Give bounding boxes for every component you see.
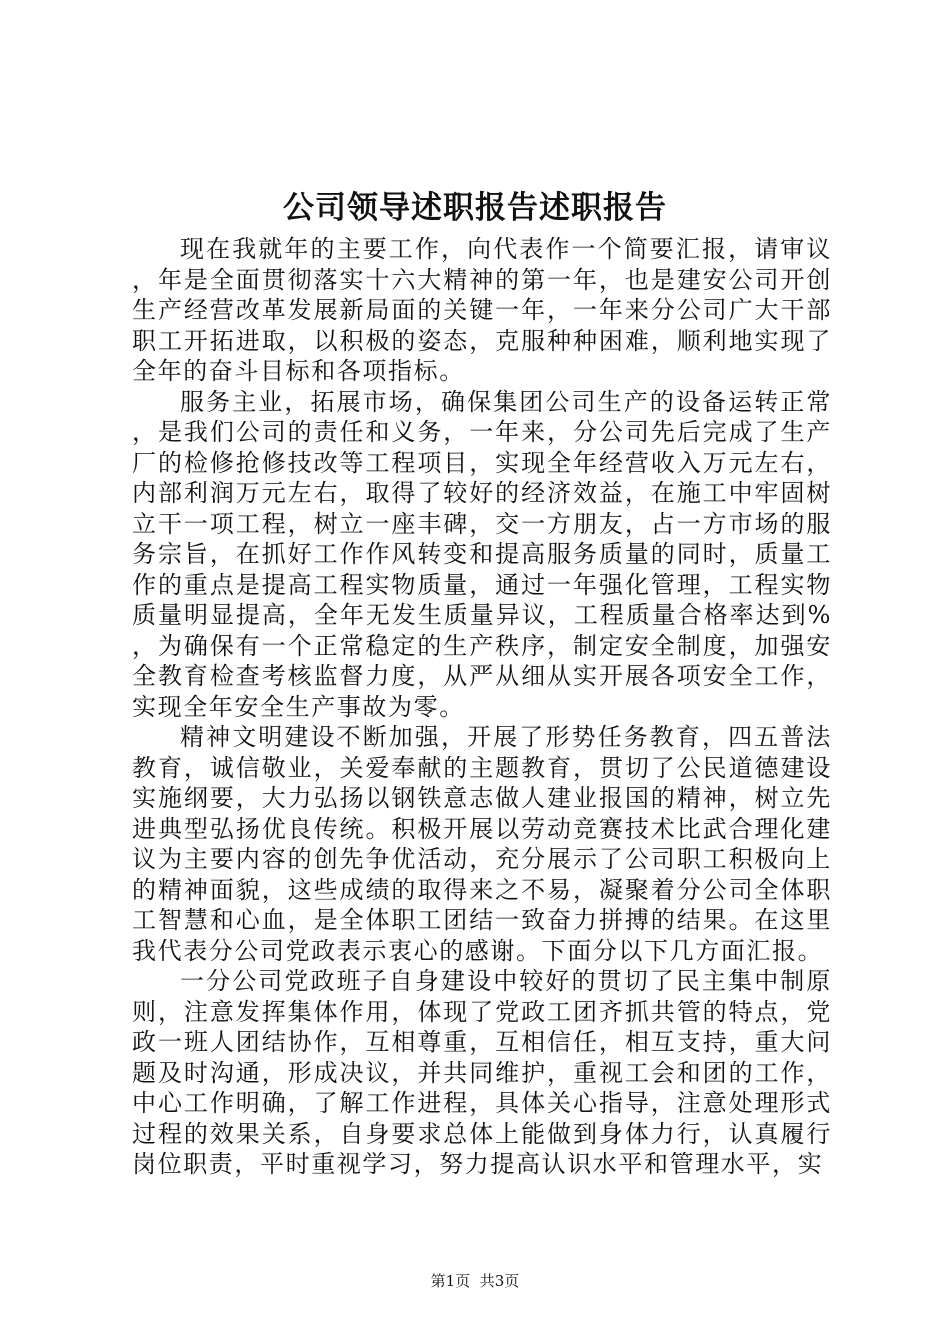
footer-separator xyxy=(470,1272,480,1290)
page-number: 第1页 xyxy=(430,1272,471,1290)
document-body xyxy=(132,234,832,1180)
document-title: 公司领导述职报告述职报告 xyxy=(283,190,667,226)
paragraph-2: 服务主业，拓展市场，确保集团公司生产的设备运转正常，是我们公司的责任和义务，一年来，分公司先后完成了生产厂的检修抢修技改等工程项目，实现全年经营收入万元左右，内部利润万元左右，取得了较好的经济效益，在施工中牢固树立干一项工程，树立一座丰碑，交一方朋友，占一方市场的服务宗旨，在抓好工作作风转变和提高服务质量的同时，质量工作的重点是提高工程实物质量，通过一年强化管理，工程实物质量明显提高，全年无发生质量异议，工程质量合格率达到%，为确保有一个正常稳定的生产秩序，制定安全制度，加强安全教育检查考核监督力度，从严从细从实开展各项安全工作，实现全年安全生产事故为零。 xyxy=(132,387,832,721)
page-total: 共3页 xyxy=(479,1272,520,1290)
paragraph-1: 现在我就年的主要工作，向代表作一个简要汇报，请审议，年是全面贯彻落实十六大精神的第一年，也是建安公司开创生产经营改革发展新局面的关键一年，一年来分公司广大干部职工开拓进取，以积极的姿态，克服种种困难，顺利地实现了全年的奋斗目标和各项指标。 xyxy=(132,235,832,385)
page-footer xyxy=(0,1271,950,1291)
paragraph-4: 一分公司党政班子自身建设中较好的贯切了民主集中制原则，注意发挥集体作用，体现了党政工团齐抓共管的特点，党政一班人团结协作，互相尊重，互相信任，相互支持，重大问题及时沟通，形成决议，并共同维护，重视工会和团的工作，中心工作明确，了解工作进程，具体关心指导，注意处理形式过程的效果关系，自身要求总体上能做到身体力行，认真履行岗位职责，平时重视学习，努力提高认识水平和管理水平，实 xyxy=(132,967,832,1178)
paragraph-3: 精神文明建设不断加强，开展了形势任务教育，四五普法教育，诚信敬业，关爱奉献的主题教育，贯切了公民道德建设实施纲要，大力弘扬以钢铁意志做人建业报国的精神，树立先进典型弘扬优良传统。积极开展以劳动竞赛技术比武合理化建议为主要内容的创先争优活动，充分展示了公司职工积极向上的精神面貌，这些成绩的取得来之不易，凝聚着分公司全体职工智慧和心血，是全体职工团结一致奋力拼搏的结果。在这里我代表分公司党政表示衷心的感谢。下面分以下几方面汇报。 xyxy=(132,723,832,965)
